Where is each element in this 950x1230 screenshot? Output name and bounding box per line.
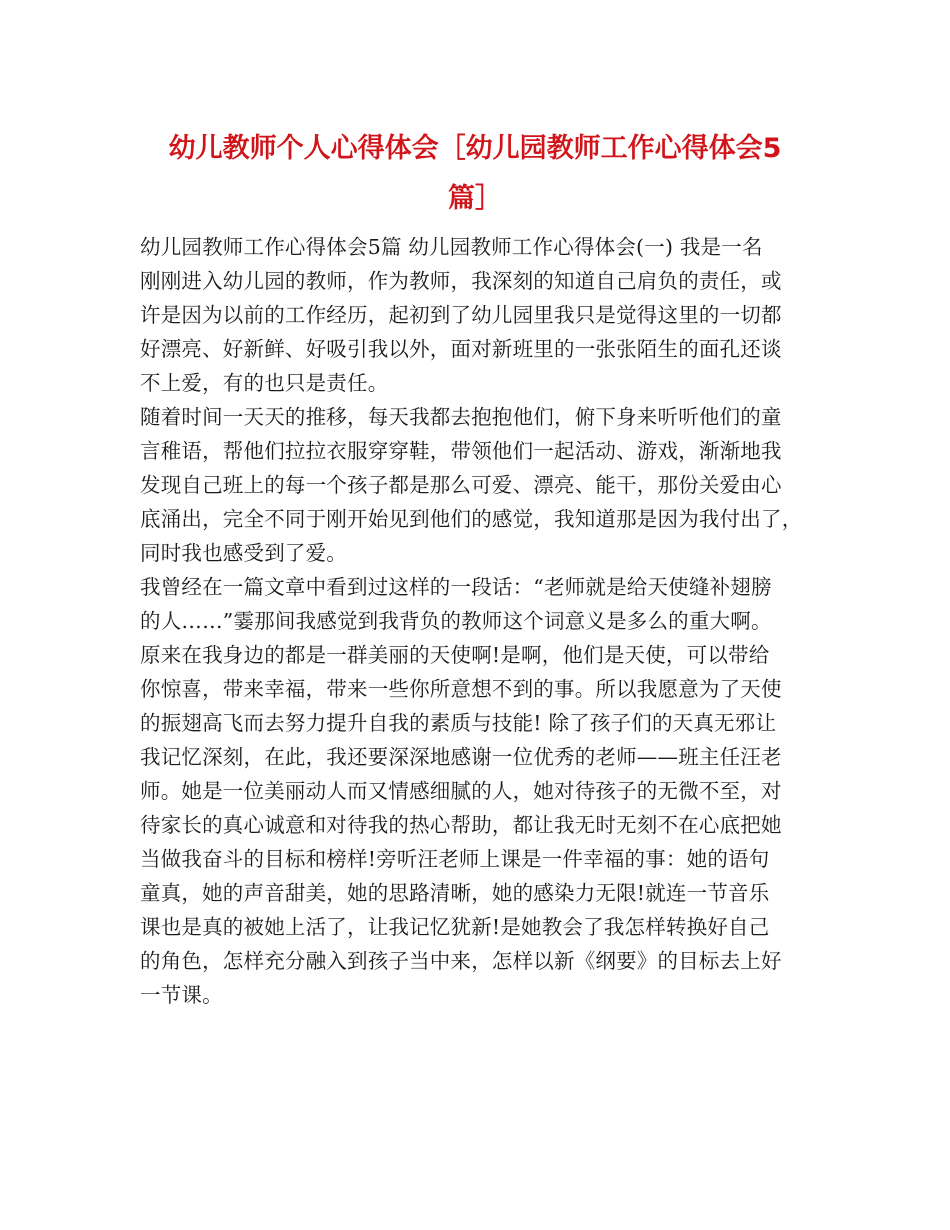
body-line: 课也是真的被她上活了，让我记忆犹新!是她教会了我怎样转换好自己 [140,915,770,939]
title-line: 幼儿教师个人心得体会［幼儿园教师工作心得体会5 [168,133,782,164]
document-title [150,124,800,224]
body-line: 好漂亮、好新鲜、好吸引我以外，面对新班里的一张张陌生的面孔还谈 [140,337,782,361]
body-line: 许是因为以前的工作经历，起初到了幼儿园里我只是觉得这里的一切都 [140,303,782,327]
body-line: 你惊喜，带来幸福，带来一些你所意想不到的事。所以我愿意为了天使 [140,677,782,701]
body-line: 底涌出，完全不同于刚开始见到他们的感觉，我知道那是因为我付出了， [140,507,803,531]
body-line: 我曾经在一篇文章中看到过这样的一段话：“老师就是给天使缝补翅膀 [140,575,772,599]
body-line: 发现自己班上的每一个孩子都是那么可爱、漂亮、能干，那份关爱由心 [140,473,782,497]
body-line: 一节课。 [140,983,223,1007]
body-line: 当做我奋斗的目标和榜样!旁听汪老师上课是一件幸福的事：她的语句 [140,847,770,871]
body-line: 我记忆深刻，在此，我还要深深地感谢一位优秀的老师——班主任汪老 [140,745,782,769]
body-line: 待家长的真心诚意和对待我的热心帮助，都让我无时无刻不在心底把她 [140,813,782,837]
body-line: 师。她是一位美丽动人而又情感细腻的人，她对待孩子的无微不至，对 [140,779,782,803]
body-line: 的角色，怎样充分融入到孩子当中来，怎样以新《纲要》的目标去上好 [140,949,782,973]
body-line: 童真，她的声音甜美，她的思路清晰，她的感染力无限!就连一节音乐 [140,881,770,905]
body-line: 言稚语，帮他们拉拉衣服穿穿鞋，带领他们一起活动、游戏，渐渐地我 [140,439,782,463]
body-line: 幼儿园教师工作心得体会5篇 幼儿园教师工作心得体会(一) 我是一名 [140,235,763,259]
title-line: 篇］ [448,183,502,214]
body-line: 的振翅高飞而去努力提升自我的素质与技能! 除了孩子们的天真无邪让 [140,711,777,735]
body-line: 随着时间一天天的推移，每天我都去抱抱他们，俯下身来听听他们的童 [140,405,782,429]
body-line: 不上爱，有的也只是责任。 [140,371,389,395]
body-line: 原来在我身边的都是一群美丽的天使啊!是啊，他们是天使，可以带给 [140,643,770,667]
body-line: 的人……”霎那间我感觉到我背负的教师这个词意义是多么的重大啊。 [140,609,772,633]
body-line: 刚刚进入幼儿园的教师，作为教师，我深刻的知道自己肩负的责任，或 [140,269,782,293]
body-line: 同时我也感受到了爱。 [140,541,347,565]
